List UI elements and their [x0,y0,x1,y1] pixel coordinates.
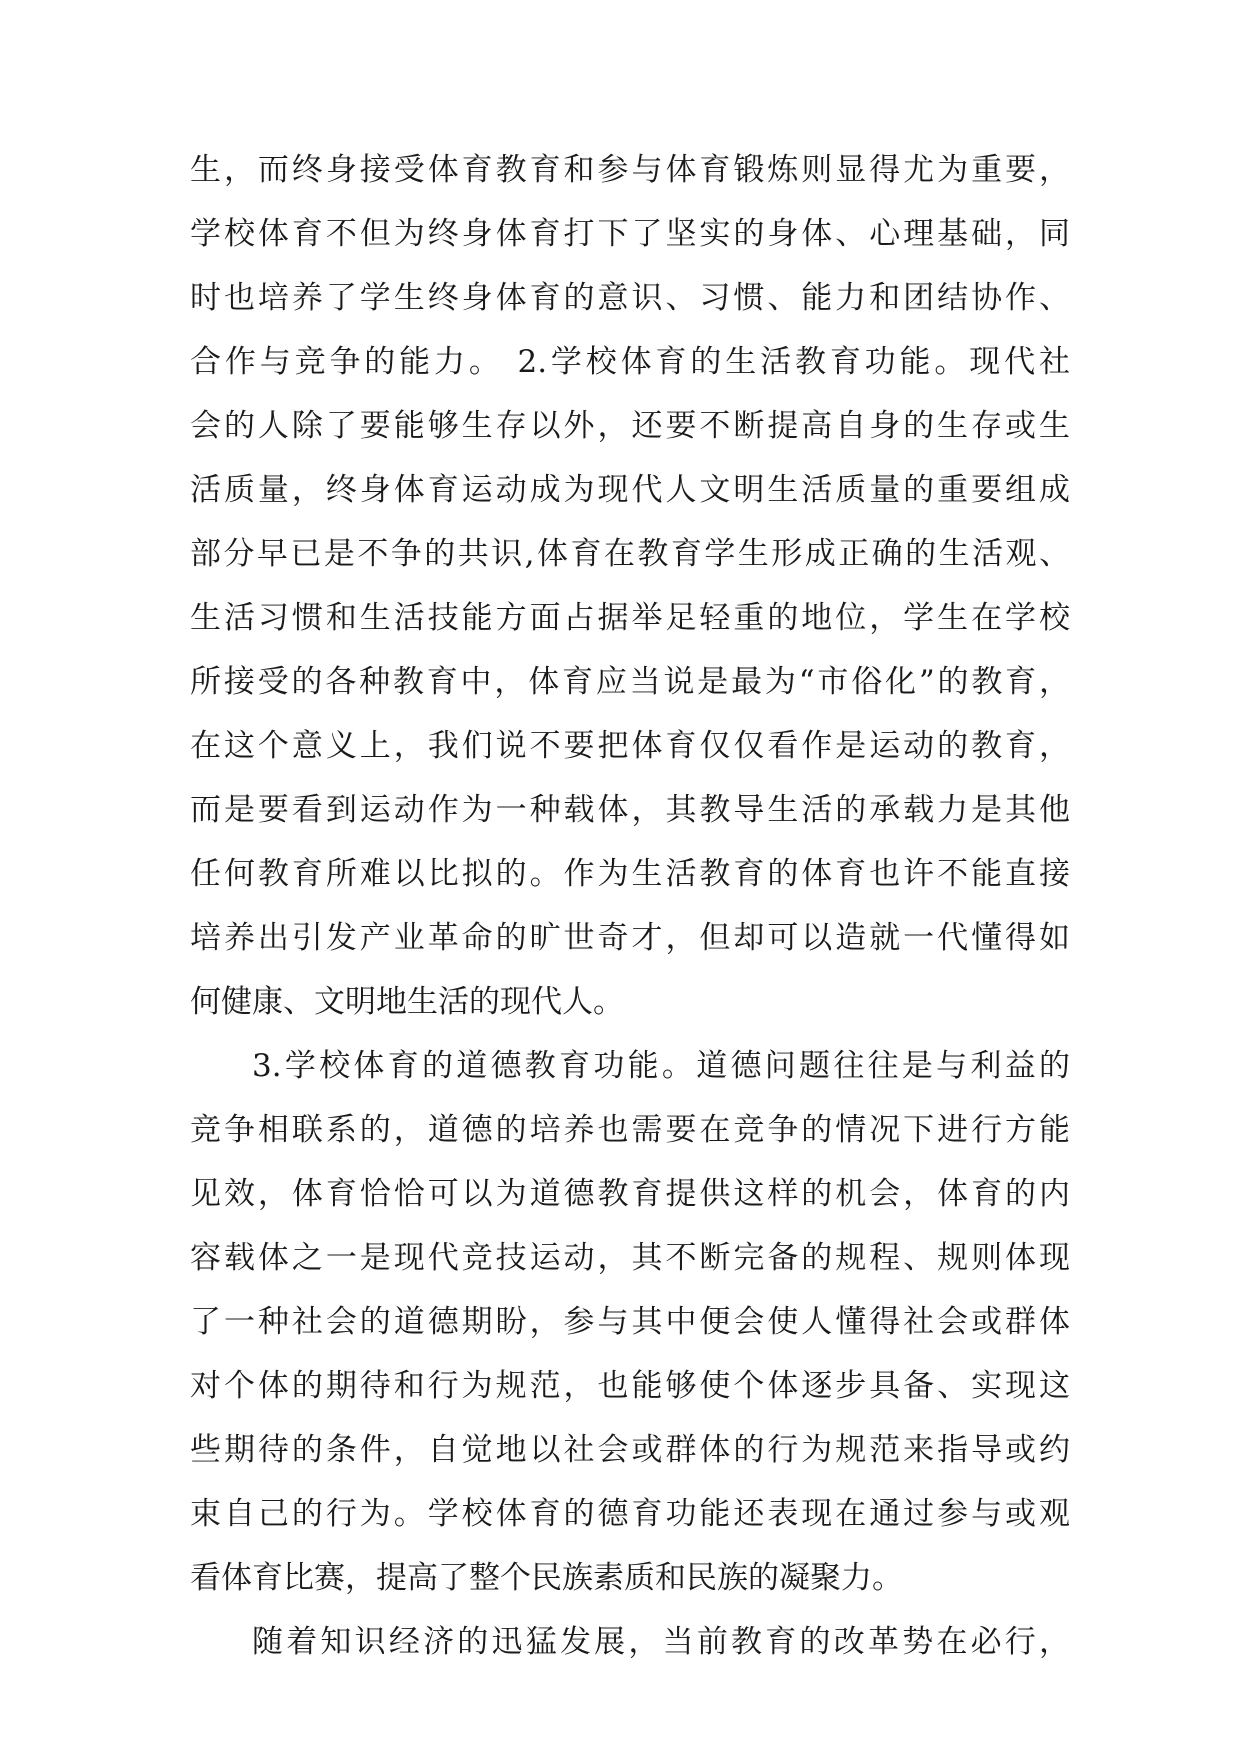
text-line: 时也培养了学生终身体育的意识、习惯、能力和团结协作、 [190,280,1070,316]
text-line: 容载体之一是现代竞技运动，其不断完备的规程、规则体现 [190,1240,1070,1276]
text-line: 何健康、文明地生活的现代人。 [190,984,624,1020]
text-line: 了一种社会的道德期盼，参与其中便会使人懂得社会或群体 [190,1304,1070,1340]
text-line: 所接受的各种教育中，体育应当说是最为“市俗化”的教育， [190,664,1070,700]
text-line: 生活习惯和生活技能方面占据举足轻重的地位，学生在学校 [190,600,1070,636]
text-line: 合作与竞争的能力。 2.学校体育的生活教育功能。现代社 [190,344,1070,380]
text-line: 束自己的行为。学校体育的德育功能还表现在通过参与或观 [190,1496,1070,1532]
text-line: 些期待的条件，自觉地以社会或群体的行为规范来指导或约 [190,1432,1070,1468]
text-line: 活质量，终身体育运动成为现代人文明生活质量的重要组成 [190,472,1070,508]
text-line: 培养出引发产业革命的旷世奇才，但却可以造就一代懂得如 [190,920,1070,956]
text-line: 见效，体育恰恰可以为道德教育提供这样的机会，体育的内 [190,1176,1070,1212]
text-line: 3.学校体育的道德教育功能。道德问题往往是与利益的 [252,1048,1070,1084]
text-line: 任何教育所难以比拟的。作为生活教育的体育也许不能直接 [190,856,1070,892]
text-line: 随着知识经济的迅猛发展，当前教育的改革势在必行， [252,1624,1070,1660]
text-line: 而是要看到运动作为一种载体，其教导生活的承载力是其他 [190,792,1070,828]
text-line: 对个体的期待和行为规范，也能够使个体逐步具备、实现这 [190,1368,1070,1404]
text-line: 部分早已是不争的共识,体育在教育学生形成正确的生活观、 [190,536,1070,572]
text-line: 生，而终身接受体育教育和参与体育锻炼则显得尤为重要， [190,152,1070,188]
text-line: 学校体育不但为终身体育打下了坚实的身体、心理基础，同 [190,216,1070,252]
text-line: 竞争相联系的，道德的培养也需要在竞争的情况下进行方能 [190,1112,1070,1148]
text-line: 在这个意义上，我们说不要把体育仅仅看作是运动的教育， [190,728,1070,764]
text-line: 看体育比赛，提高了整个民族素质和民族的凝聚力。 [190,1560,903,1596]
text-line: 会的人除了要能够生存以外，还要不断提高自身的生存或生 [190,408,1070,444]
